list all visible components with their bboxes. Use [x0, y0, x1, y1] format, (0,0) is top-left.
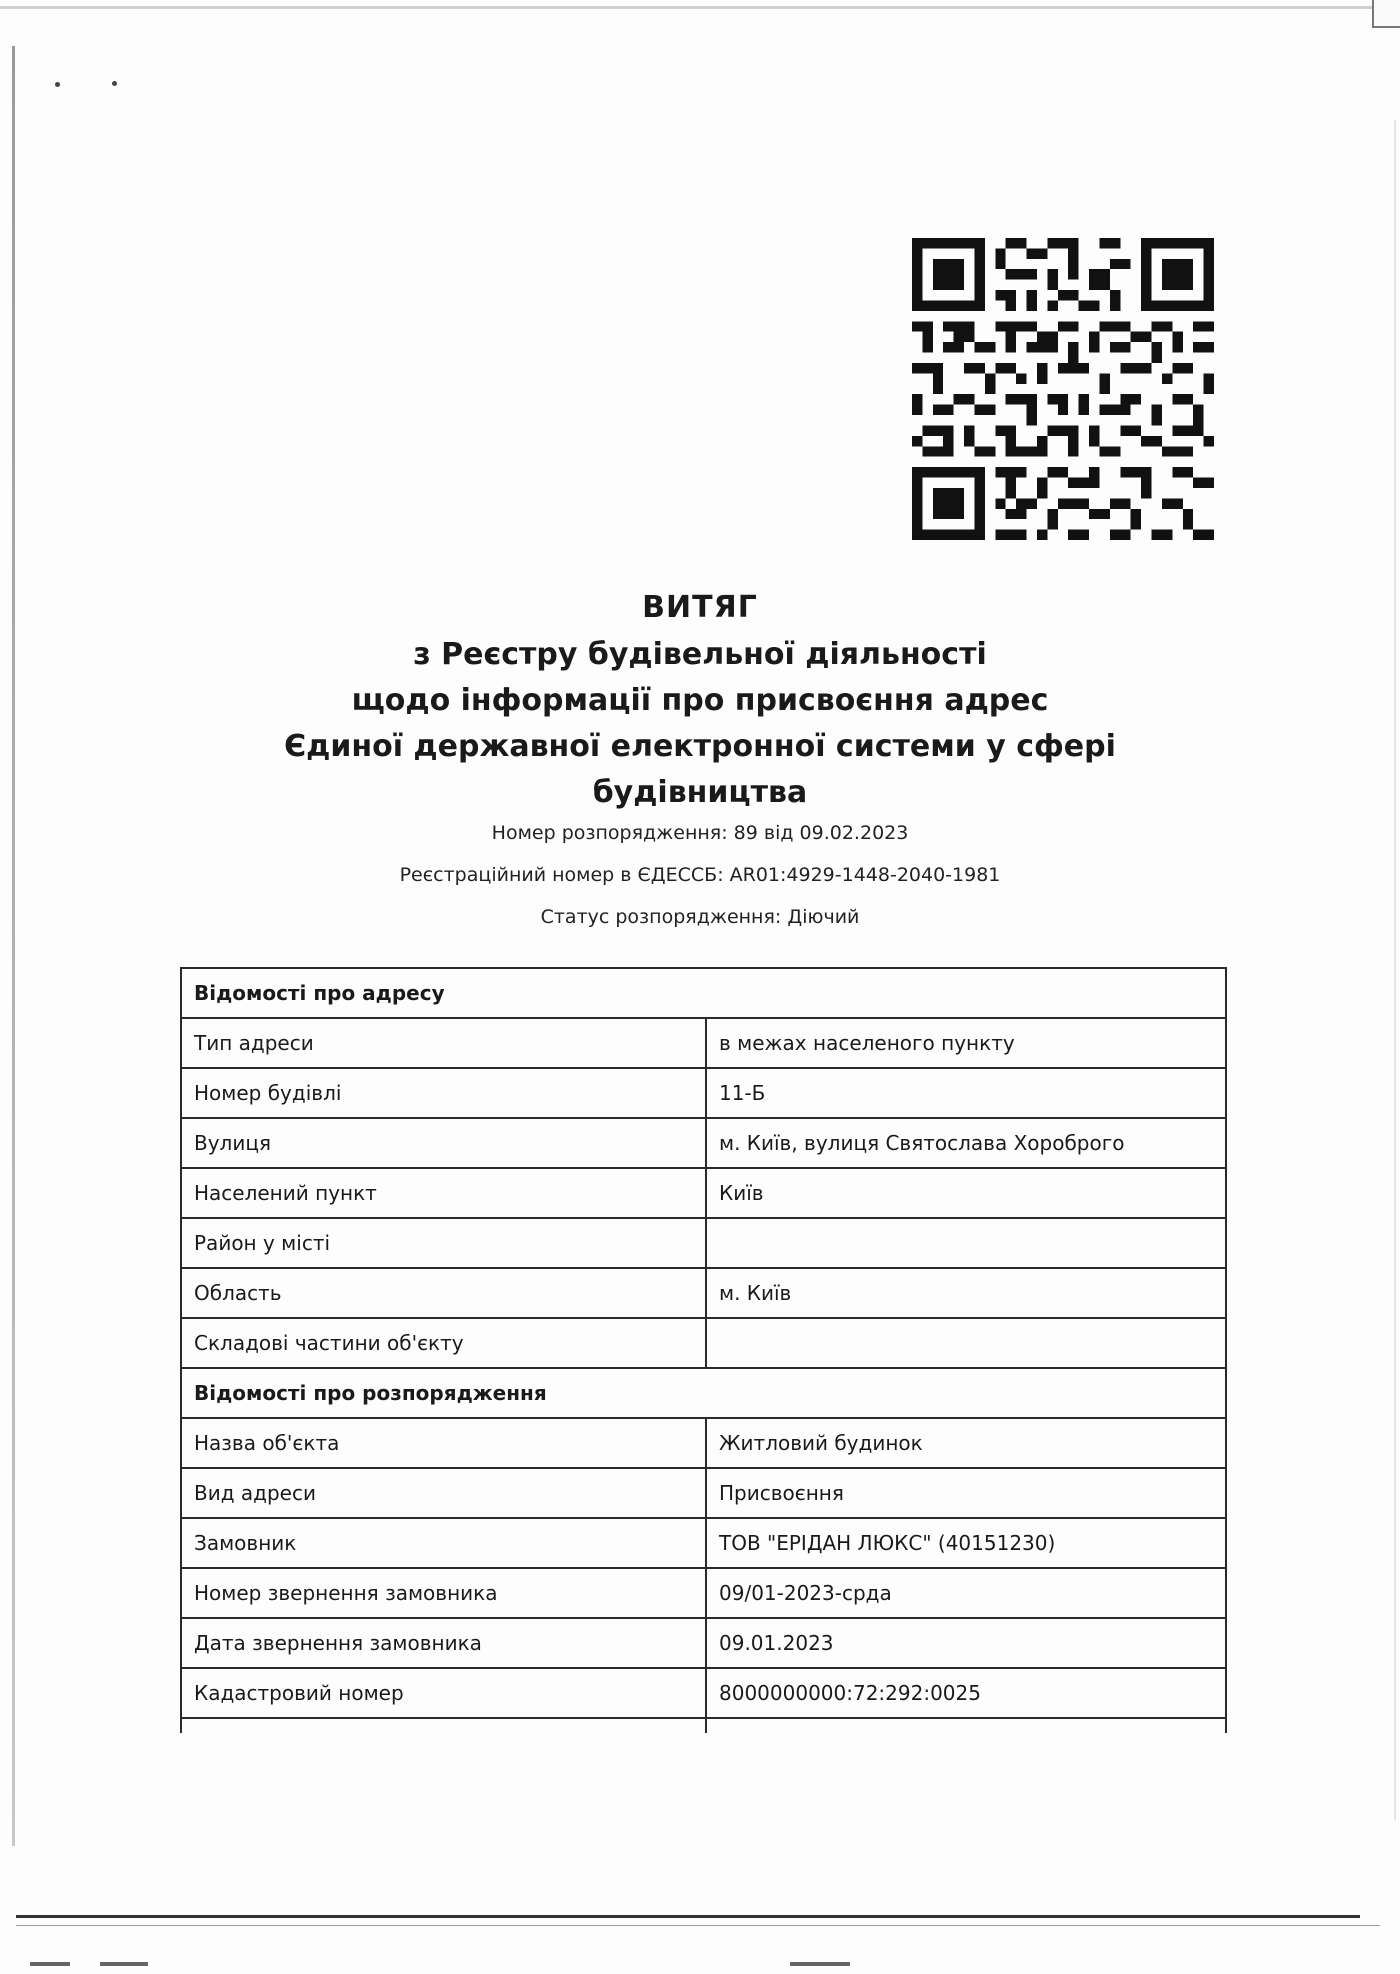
scan-bottom-edge [16, 1915, 1360, 1918]
row-value: Присвоєння [706, 1468, 1226, 1518]
row-label: Тип адреси [181, 1018, 706, 1068]
row-value: 09.01.2023 [706, 1618, 1226, 1668]
scan-bottom-edge-shadow [16, 1925, 1380, 1926]
qr-code-icon [912, 232, 1214, 546]
address-section-heading: Відомості про адресу [181, 968, 1226, 1018]
table-row [181, 1618, 1226, 1668]
order-status: Статус розпорядження: Діючий [540, 906, 860, 928]
order-number: Номер розпорядження: 89 від 09.02.2023 [491, 822, 909, 844]
row-label: Замовник [181, 1518, 706, 1568]
row-value [706, 1318, 1226, 1368]
table-row [181, 1518, 1226, 1568]
document-title: ВИТЯГ [642, 590, 758, 625]
row-label [181, 1718, 706, 1733]
row-value: м. Київ, вулиця Святослава Хороброго [706, 1118, 1226, 1168]
row-label: Дата звернення замовника [181, 1618, 706, 1668]
section-heading-row [181, 1368, 1226, 1418]
table-row [181, 1668, 1226, 1718]
scan-artifact [30, 1962, 70, 1966]
info-table [180, 967, 1227, 1733]
scan-speck [55, 82, 60, 87]
row-value [706, 1218, 1226, 1268]
order-section-heading: Відомості про розпорядження [181, 1368, 1226, 1418]
row-value: Житловий будинок [706, 1418, 1226, 1468]
scan-speck [112, 81, 117, 86]
scan-artifact [100, 1962, 148, 1966]
document-header [180, 590, 1220, 929]
row-value: 11-Б [706, 1068, 1226, 1118]
row-label: Номер будівлі [181, 1068, 706, 1118]
row-value: в межах населеного пункту [706, 1018, 1226, 1068]
table-row [181, 1418, 1226, 1468]
order-meta [180, 821, 1220, 929]
table-row-cut-off [181, 1718, 1226, 1733]
subtitle-line-1: з Реєстру будівельної діяльності [413, 637, 987, 672]
subtitle-line-4: будівництва [592, 775, 808, 810]
table-row [181, 1018, 1226, 1068]
row-value: ТОВ "ЕРІДАН ЛЮКС" (40151230) [706, 1518, 1226, 1568]
scan-left-edge [12, 46, 15, 1846]
table-row [181, 1468, 1226, 1518]
scan-top-edge [0, 6, 1400, 9]
table-row [181, 1268, 1226, 1318]
table-row [181, 1568, 1226, 1618]
row-label: Населений пункт [181, 1168, 706, 1218]
table-row [181, 1068, 1226, 1118]
row-label: Складові частини об'єкту [181, 1318, 706, 1368]
scan-artifact [790, 1962, 850, 1966]
row-label: Кадастровий номер [181, 1668, 706, 1718]
table-row [181, 1318, 1226, 1368]
scan-right-edge [1394, 120, 1396, 1820]
subtitle-line-3: Єдиної державної електронної системи у сфері [284, 729, 1116, 764]
row-label: Вид адреси [181, 1468, 706, 1518]
section-heading-row [181, 968, 1226, 1018]
table-row [181, 1168, 1226, 1218]
table-row [181, 1118, 1226, 1168]
row-value: 8000000000:72:292:0025 [706, 1668, 1226, 1718]
table-row [181, 1218, 1226, 1268]
row-label: Вулиця [181, 1118, 706, 1168]
subtitle-line-2: щодо інформації про присвоєння адрес [351, 683, 1049, 718]
row-label: Назва об'єкта [181, 1418, 706, 1468]
page-corner [1372, 0, 1400, 28]
registration-number: Реєстраційний номер в ЄДЕССБ: AR01:4929-1448-2040-1981 [399, 864, 1001, 886]
row-label: Район у місті [181, 1218, 706, 1268]
row-value: 09/01-2023-срда [706, 1568, 1226, 1618]
row-value [706, 1718, 1226, 1733]
row-label: Область [181, 1268, 706, 1318]
row-value: м. Київ [706, 1268, 1226, 1318]
row-value: Київ [706, 1168, 1226, 1218]
row-label: Номер звернення замовника [181, 1568, 706, 1618]
